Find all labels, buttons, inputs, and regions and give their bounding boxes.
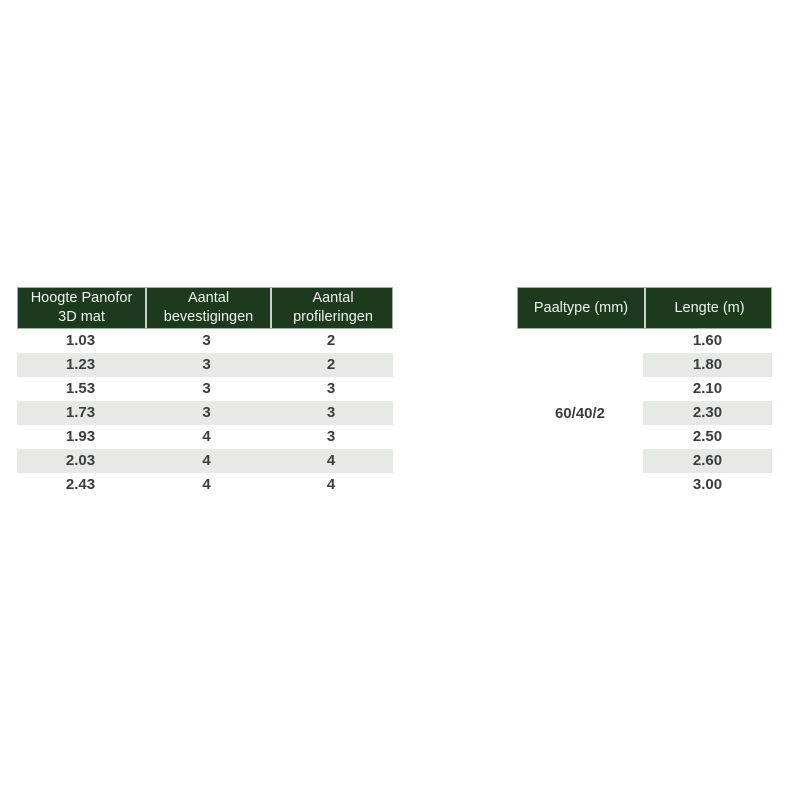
cell-bevestigingen: 4: [202, 452, 211, 469]
table-row: [17, 449, 393, 473]
cell-hoogte: 1.73: [65, 404, 96, 421]
cell-lengte: 3.00: [692, 476, 723, 493]
header-line: 3D mat: [58, 309, 105, 325]
paaltype-spec-table: [517, 287, 772, 497]
panofor-spec-table: [17, 287, 393, 497]
table-row: [17, 353, 393, 377]
table-row: [17, 401, 393, 425]
column-header-aantal-profileringen: [270, 288, 394, 328]
table-row: [17, 377, 393, 401]
cell-profileringen: 3: [326, 404, 336, 421]
column-header-aantal-bevestigingen: [145, 288, 270, 328]
cell-hoogte: 1.53: [65, 380, 96, 397]
cell-bevestigingen: 3: [202, 332, 211, 349]
cell-hoogte: 2.03: [65, 452, 96, 469]
cell-lengte: 2.30: [643, 401, 772, 425]
cell-bevestigingen: 4: [202, 476, 211, 493]
cell-bevestigingen: 3: [202, 404, 211, 421]
column-header-paaltype: [518, 288, 644, 328]
cell-profileringen: 2: [326, 332, 336, 349]
column-header-hoogte-panofor: [18, 288, 145, 328]
column-header-lengte: [644, 288, 773, 328]
header-line: Hoogte Panofor: [30, 290, 133, 306]
cell-lengte: 1.60: [692, 332, 723, 349]
cell-lengte: 1.80: [643, 353, 772, 377]
table-row: [17, 473, 393, 497]
cell-profileringen: 4: [326, 476, 336, 493]
cell-profileringen: 3: [326, 428, 336, 445]
table-row: [17, 425, 393, 449]
paaltype-table-body: [517, 329, 772, 497]
paaltype-table-header-row: [517, 287, 772, 329]
cell-profileringen: 2: [326, 356, 336, 373]
panofor-table-body: [17, 329, 393, 497]
cell-profileringen: 4: [326, 452, 336, 469]
cell-lengte: 2.50: [692, 428, 723, 445]
header-line: Lengte (m): [674, 299, 745, 316]
cell-hoogte: 2.43: [65, 476, 96, 493]
cell-bevestigingen: 3: [202, 380, 211, 397]
header-line: Aantal: [187, 290, 230, 306]
cell-profileringen: 3: [326, 380, 336, 397]
table-row: [17, 329, 393, 353]
header-line: Paaltype (mm): [533, 299, 629, 316]
cell-hoogte: 1.03: [65, 332, 96, 349]
cell-lengte: 2.60: [643, 449, 772, 473]
panofor-table-header-row: [17, 287, 393, 329]
cell-lengte: 2.10: [692, 380, 723, 397]
header-line: bevestigingen: [163, 309, 254, 325]
cell-bevestigingen: 3: [202, 356, 211, 373]
cell-bevestigingen: 4: [202, 428, 211, 445]
paaltype-merged-cell: 60/40/2: [554, 404, 606, 422]
cell-hoogte: 1.23: [65, 356, 96, 373]
cell-hoogte: 1.93: [65, 428, 96, 445]
header-line: Aantal: [312, 290, 354, 306]
header-line: profileringen: [293, 309, 373, 325]
lengte-column: [643, 329, 772, 497]
